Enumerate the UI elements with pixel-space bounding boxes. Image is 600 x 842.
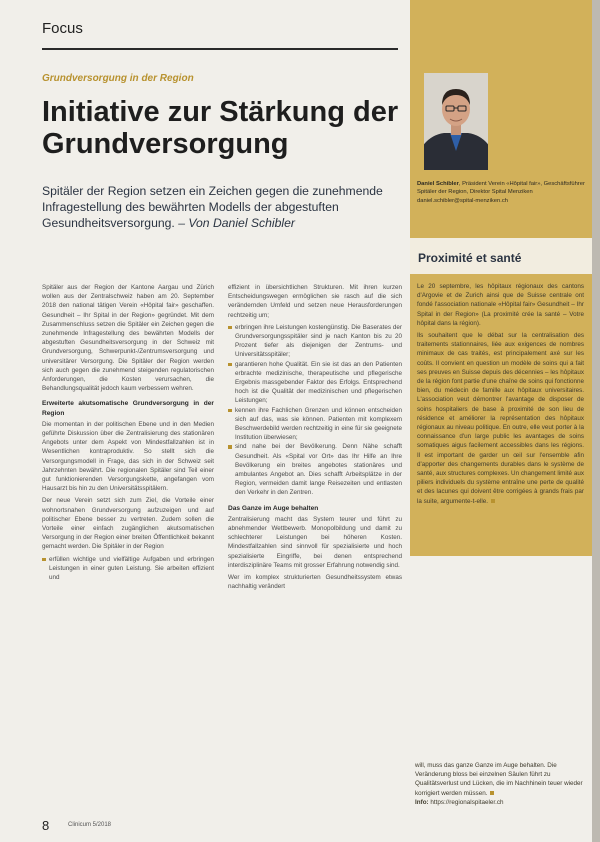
list-item: erfüllen wichtige und vielfältige Aufgaben und erbringen Leistungen in einer guten Leistung. Sie arbeiten effizient und xyxy=(42,555,214,583)
info-line xyxy=(415,798,593,807)
tail-text: will, muss das ganze Ganze im Auge behalten. Die Veränderung bloss bei einzelnen Säulen führt zu Qualitätsverlust und Lücken, die im Nachhinein teuer wieder korrigiert werden müssen. xyxy=(415,762,583,797)
sidebar-paragraph-text: Ils souhaitent que le débat sur la centralisation des traitements stationnaires, liée aux exigences de nombres minimaux de cas traités, est principalement axé sur les coûts. Il convient en question un modèle de soins qui a fait ses preuves en Suisse depuis des décennies – les hôpitaux de la région font partie d'une chaîne de soins qui fonctionne bien, du médecin de famille aux hôpitaux universitaires. L'association veut démontrer l'avantage de disposer de soins hospitaliers de base à proximité de son lieu de résidence et améliorer la représentation des hôpitaux régionaux au niveau politique. En outre, elle veut porter à la connaissance d'un large public les avantages de soins somatiques aigus facilement accessibles dans les régions. Il est important de garder un œil sur l'ensemble afin d'apporter des changements durables dans le système de santé, aux structures complexes. Un changement limité aux piliers individuels du système entraîne une perte de qualité et des lacunes qui doivent être corrigées à grands frais par la suite, argumente-t-elle. xyxy=(417,332,584,505)
caption-text: Präsident Verein «Hôpital fair», Geschäftsführer Spitäler der Region, Direktor Spital Menziken xyxy=(417,181,585,196)
paragraph xyxy=(417,331,584,506)
list-item: erbringen ihre Leistungen kostengünstig. Die Baserates der Grundversorgungsspitäler sind je nach Kanton bis zu 20 Prozent tiefer als diejenigen der Zentrums- und Universitätsspitäler; xyxy=(228,323,402,360)
body-column-2 xyxy=(228,283,402,595)
paragraph xyxy=(415,761,593,798)
list-item: garantieren hohe Qualität. Ein sie ist das an den Patienten erbrachte medizinische, therapeutische und pflegerische Ergebnis massgebender Faktor des Erfolgs. Entsprechend hoch ist die Qualität der medizinischen und pflegerischen Leistungen; xyxy=(228,360,402,406)
info-label: Info: xyxy=(415,798,429,806)
caption-email: daniel.schibler@spital-menziken.ch xyxy=(417,197,508,204)
list-item: sind nahe bei der Bevölkerung. Denn Nähe schafft Gesundheit. Als «Spital vor Ort» das Ihr Hilfe an Ihre Bevölkerung ein breites angebotes stationäres und ambulantes Angebot an. Dies schafft Arbeitsplätze in der Region, vermeiden damit lange Reisezeiten und entlasten den Verkehr in den Zentren. xyxy=(228,442,402,497)
paragraph: Zentralisierung macht das System teurer und führt zu abnehmender Wettbewerb. Monopolbildung und damit zu schlechterer Leistungen bei höheren Kosten. Mindestfallzahlen sind sinnvoll für spezialisierte und hoch spezialisierte Eingriffe, bei denen entsprechend interdisziplinäre Teams mit grosser Erfahrung notwendig sind. xyxy=(228,515,402,569)
bullet-list xyxy=(42,555,214,583)
subheading: Das Ganze im Auge behalten xyxy=(228,504,319,512)
portrait-image xyxy=(424,73,488,170)
page-number: 8 xyxy=(42,818,50,833)
info-url[interactable]: https://regionalspitaeler.ch xyxy=(430,798,504,806)
lead-text: Spitäler der Region setzen ein Zeichen gegen die zunehmende Infragestellung des bewährten Modells der abgestuften Gesundheitsversorgung. xyxy=(42,184,383,230)
sidebar-text xyxy=(417,282,584,509)
bullet-list xyxy=(228,323,402,498)
caption-name: Daniel Schibler xyxy=(417,181,459,187)
body-column-1 xyxy=(42,283,214,585)
section-label: Focus xyxy=(42,20,83,37)
paragraph: effizient in übersichtlichen Strukturen. Mit ihren kurzen Entscheidungswegen ermöglichen sie rasch auf die sich verändernden Umfeld und setzen neue Herausforderungen rechtzeitig um; xyxy=(228,284,402,319)
list-item: kennen ihre Fachlichen Grenzen und können entscheiden sich auf das, was sie können. Patienten mit komplexem Beschwerdebild werden rechtzeitig in eine für sie geeignete Institution überwiesen; xyxy=(228,406,402,443)
paragraph: Wer im komplex strukturierten Gesundheitssystem etwas nachhaltig verändert xyxy=(228,574,402,591)
publication-label: Clinicum 5/2018 xyxy=(68,822,112,828)
subheading: Erweiterte akutsomatische Grundversorgung in der Region xyxy=(42,400,214,417)
paragraph: Le 20 septembre, les hôpitaux régionaux des cantons d'Argovie et de Zurich ainsi que de Suisse centrale ont fondé l'association nationale «Hôpital fair» Gesundheit – Ihr Spital in der Region» (La proximité crée la santé – Votre hôpital dans la région). xyxy=(417,283,584,327)
sidebar-tail-text xyxy=(415,761,593,807)
article-lead xyxy=(42,183,402,231)
end-mark-icon xyxy=(490,791,494,795)
end-mark-icon xyxy=(491,499,495,503)
author-photo xyxy=(424,73,488,170)
article-title: Initiative zur Stärkung der Grundversorgung xyxy=(42,96,399,160)
photo-caption: Daniel Schibler, Präsident Verein «Hôpital fair», Geschäftsführer Spitäler der Region, Direktor Spital Menziken daniel.schibler@spital-menziken.ch xyxy=(417,181,585,204)
lead-author: – Von Daniel Schibler xyxy=(178,216,295,230)
paragraph: Der neue Verein setzt sich zum Ziel, die Vorteile einer wohnortsnahen Grundversorgung aufzuzeigen und auf politischer Ebene besser zu vertreten. Zudem sollen die Vorteile einer einfach zugänglichen akutsomatischen Versorgung in der Region einer breiten Öffentlichkeit bekannt gemacht werden. Die Spitäler in der Region xyxy=(42,497,214,551)
paragraph: Die momentan in der politischen Ebene und in den Medien geführte Diskussion über die Zentralisierung des stationären Angebots unter dem Aspekt von Mindestfallzahlen ist in Wesentlichen kontraproduktiv. So stellt sich die Versorgungsmodell in Frage, das sich in der Schweiz seit Jahrzehnten bewährt. Die regionalen Spitäler sind Teil einer gut funktionierenden Versorgungskette, angefangen vom Hausarzt bis hin zu den Universitätsspitälern. xyxy=(42,420,214,493)
paragraph: Spitäler aus der Region der Kantone Aargau und Zürich wollen aus der Zentralschweiz haben am 20. September 2018 den national tätigen Verein «Hôpital fair» geschaffen. Gesundheit – Ihr Spital in der Region» gegründet. Mit dem Zusammenschluss setzen die Spitäler ein Zeichen gegen die zunehmende Infragestellung des bewährten Modells der abgestuften Gesundheitsversorgung in der Schweiz mit Grundversorgung, Schwerpunkt-/Zentrumsversorgung und universitärer Versorgung. Die Spitäler der Region werden sich auch gegen die zunehmend steigenden regulatorischen Anforderungen, die Kosten verursachen, die Behandlungsqualität jedoch kaum verbessern wehren. xyxy=(42,284,214,393)
header-rule xyxy=(42,48,398,50)
sidebar-title: Proximité et santé xyxy=(418,251,522,265)
article-kicker: Grundversorgung in der Region xyxy=(42,73,194,84)
page-gutter-shadow xyxy=(592,0,600,842)
